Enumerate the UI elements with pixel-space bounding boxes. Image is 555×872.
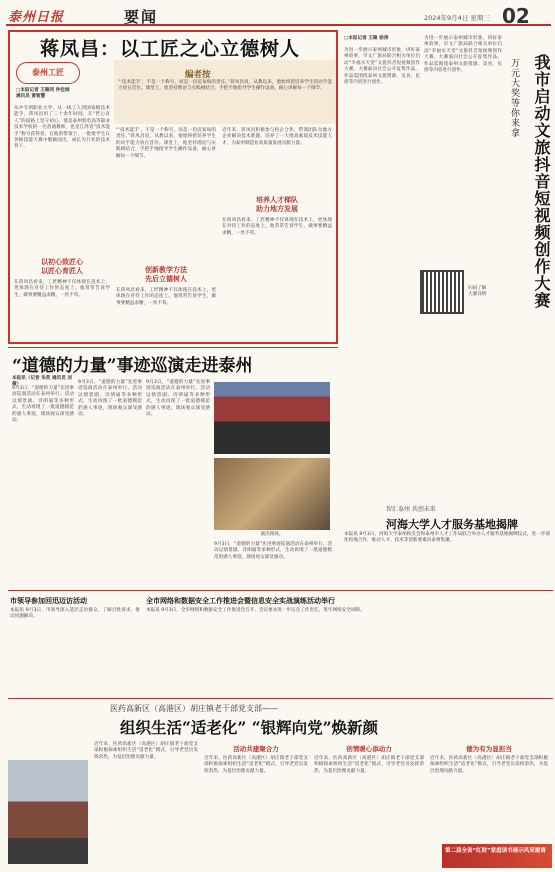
xinyu-body: 本报讯 9月3日，市领导深入基层走访群众，了解百姓诉求，推动问题解决。 bbox=[10, 608, 140, 620]
moral-column-3: 9月3日，“道德的力量”先进事迹巡演活动在泰州举行。活动以情景剧、诗朗诵等多种形式，生动再现了一批道德模范的感人事迹，现场观众深受感动。 bbox=[146, 380, 210, 418]
lead-byline: □本报记者 王聚同 仲佳城 通讯员 黄智慧 bbox=[16, 88, 70, 100]
right-story-headline: 我市启动文旅抖音短视频创作大赛 bbox=[532, 54, 551, 309]
moral-photo-stage bbox=[214, 382, 330, 454]
divider bbox=[8, 698, 553, 699]
right-story-column-1: 为进一步展示泰州城市形象，讲好泰州故事，市文广旅局联合相关单位启动“幸福水天堂”文旅抖音短视频创作大赛。大赛面向社会公开征集作品，作品需围绕泰州文旅资源、美食、民俗等内容进行创作。 bbox=[344, 48, 420, 86]
gaogang-subhead-3: 德为有为显担当 bbox=[466, 745, 512, 753]
right-story-subtitle: 万元大奖等你来拿 bbox=[509, 58, 519, 138]
newspaper-logo: 泰州日报 bbox=[8, 10, 65, 25]
moral-column-2: 9月3日，“道德的力量”先进事迹巡演活动在泰州举行。活动以情景剧、诗朗诵等多种形式，生动再现了一批道德模范的感人事迹，现场观众深受感动。 bbox=[78, 380, 142, 418]
editor-note-text: “‘技术能手’，不是一个称号，而是一份沉甸甸的责任。”蒋凤昌说，从教以来，他始终把培养学生的动手能力放在首位。课堂上，他坚持理论与实践相结合，手把手地指导学生操作设备，耐心讲解每一个细节。 bbox=[118, 80, 332, 92]
network-headline: 全市网络和数据安全工作推进会暨信息安全实战演练活动举行 bbox=[146, 597, 335, 605]
page-number: 02 bbox=[502, 4, 530, 28]
gaogang-column-2: 近年来，医药高新区（高港区）胡庄镇老干部党支部积极探索组织生活“适老化”模式，引导老党员发挥余热，为基层治理贡献力量。 bbox=[204, 756, 308, 774]
gaogang-column-3: 近年来，医药高新区（高港区）胡庄镇老干部党支部积极探索组织生活“适老化”模式，引导老党员发挥余热，为基层治理贡献力量。 bbox=[314, 756, 424, 774]
hehai-kicker: 智汇泰州 共创未来 bbox=[386, 506, 436, 513]
lead-column-3b: 在蒋凤昌看来，工匠精神不仅体现在技术上，更体现在对待工作的态度上。他常常告诉学生，做事要精益求精，一丝不苟。 bbox=[222, 218, 332, 236]
reading-banner: 第二届全省“红财”家庭读书展示风采邀请 bbox=[442, 844, 552, 868]
moral-headline: “道德的力量”事迹巡演走进泰州 bbox=[12, 356, 253, 376]
qr-code-icon[interactable] bbox=[420, 270, 464, 314]
gaogang-photo bbox=[8, 760, 88, 864]
moral-column-1: 9月3日，“道德的力量”先进事迹巡演活动在泰州举行。活动以情景剧、诗朗诵等多种形式，生动再现了一批道德模范的感人事迹，现场观众深受感动。 bbox=[12, 386, 74, 424]
moral-photo-performance bbox=[214, 458, 330, 530]
masthead bbox=[6, 4, 551, 26]
gaogang-kicker: 医药高新区（高港区）胡庄镇老干部党支部—— bbox=[110, 704, 278, 713]
divider bbox=[8, 590, 553, 591]
lead-column-2b: 在蒋凤昌看来，工匠精神不仅体现在技术上，更体现在对待工作的态度上。他常常告诉学生，做事要精益求精，一丝不苟。 bbox=[116, 288, 216, 306]
gaogang-column-4: 近年来，医药高新区（高港区）胡庄镇老干部党支部积极探索组织生活“适老化”模式，引导老党员发挥余热，为基层治理贡献力量。 bbox=[430, 756, 548, 774]
lead-column-1b: 在蒋凤昌看来，工匠精神不仅体现在技术上，更体现在对待工作的态度上。他常常告诉学生，做事要精益求精，一丝不苟。 bbox=[14, 280, 110, 298]
gaogang-subhead-2: 创情暖心添动力 bbox=[346, 745, 392, 753]
lead-subhead-3: 培养人才梯队 助力地方发展 bbox=[256, 196, 298, 213]
xinyu-headline: 市领导参加回迅迈访活动 bbox=[10, 597, 87, 605]
moral-byline: 本报讯（记者 朱奕 通讯员 刘倩） bbox=[12, 376, 72, 388]
section-title: 要闻 bbox=[124, 8, 159, 26]
qr-caption: 扫码了解 大赛详情 bbox=[468, 286, 487, 298]
lead-column-2: “‘技术能手’，不是一个称号，而是一份沉甸甸的责任。”蒋凤昌说，从教以来，他始终把培养学生的动手能力放在首位。课堂上，他坚持理论与实践相结合，手把手地指导学生操作设备，耐心讲解每一个细节。 bbox=[116, 128, 216, 159]
hehai-headline: 河海大学人才服务基地揭牌 bbox=[386, 518, 518, 531]
right-story-column-2: 为进一步展示泰州城市形象，讲好泰州故事，市文广旅局联合相关单位启动“幸福水天堂”文旅抖音短视频创作大赛。大赛面向社会公开征集作品，作品需围绕泰州文旅资源、美食、民俗等内容进行创作。 bbox=[424, 36, 502, 74]
craftsman-stamp: 泰州工匠 bbox=[16, 62, 80, 84]
moral-column-4: 9月3日，“道德的力量”先进事迹巡演活动在泰州举行。活动以情景剧、诗朗诵等多种形式，生动再现了一批道德模范的感人事迹，现场观众深受感动。 bbox=[214, 542, 332, 560]
issue-date: 2024年9月4日 星期三 bbox=[424, 14, 490, 22]
network-body: 本报讯 9月3日，全市网络和数据安全工作推进会召开，会议要求进一步压实工作责任，筑牢网络安全屏障。 bbox=[146, 608, 365, 613]
gaogang-column-1: 近年来，医药高新区（高港区）胡庄镇老干部党支部积极探索组织生活“适老化”模式，引导老党员发挥余热，为基层治理贡献力量。 bbox=[94, 742, 198, 760]
lead-headline: 蒋凤昌：以工匠之心立德树人 bbox=[40, 38, 301, 60]
gaogang-headline: 组织生活“适老化” “银辉向党”焕新颜 bbox=[120, 718, 379, 737]
right-story-byline: □本报记者 王聚 徐涛 bbox=[344, 36, 389, 41]
divider bbox=[8, 347, 338, 348]
editor-note-title: 编者按 bbox=[185, 70, 211, 80]
hehai-body: 本报讯 9月3日，河海大学泰州校友会和泰州市人才工作局联合举办人才服务基地揭牌仪式，进一步深化校地合作，推动人才、技术等创新要素向泰州集聚。 bbox=[344, 532, 550, 544]
lead-subhead-1: 以初心致匠心 以匠心育匠人 bbox=[41, 258, 83, 275]
lead-column-1: 从中专到职业大学，从一线工人到国家级技术能手，蒋凤昌用了三十余年时间，在“匠心育人”的道路上坚守初心。他是泰州机电高等职业技术学校的一名普通教师，也是江苏省“技术能手”称号获得者。在他的带领下，一批批学生在各级技能大赛中脱颖而出，成长为行业的技术骨干。 bbox=[14, 106, 110, 150]
lead-subhead-2: 创新教学方法 先后立德树人 bbox=[145, 266, 187, 283]
moral-photo-caption: 演出现场。 bbox=[260, 532, 284, 537]
gaogang-subhead-1: 活动共建聚合力 bbox=[233, 745, 279, 753]
lead-column-3: 近年来，蒋凤昌积极参与校企合作，带领团队为地方企业解决技术难题，培养了一大批高素质技术技能人才，为泰州制造业高质量发展贡献力量。 bbox=[222, 128, 332, 146]
